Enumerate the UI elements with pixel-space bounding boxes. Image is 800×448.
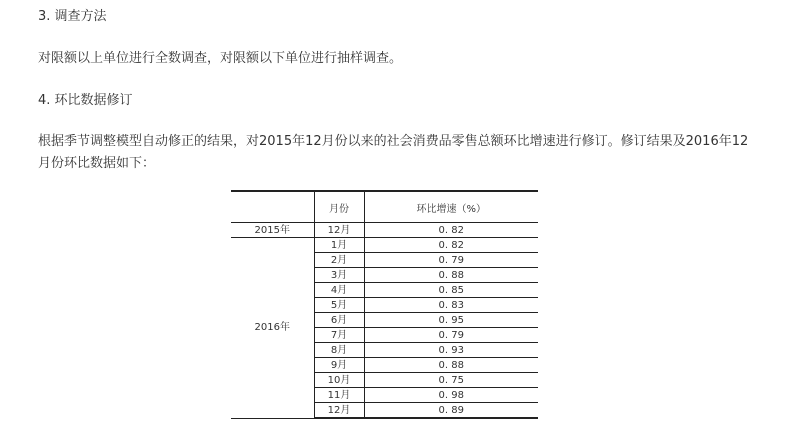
month-cell: 6月 (314, 313, 364, 328)
table-header-row (231, 191, 538, 223)
year-cell: 2015年 (231, 223, 314, 238)
value-cell: 0. 75 (364, 373, 538, 388)
month-cell: 7月 (314, 328, 364, 343)
month-cell: 12月 (314, 223, 364, 238)
section-3-heading: 3. 调查方法 (38, 9, 107, 24)
month-cell: 12月 (314, 403, 364, 419)
value-cell: 0. 98 (364, 388, 538, 403)
month-cell: 1月 (314, 238, 364, 253)
month-cell: 5月 (314, 298, 364, 313)
section-4-heading: 4. 环比数据修订 (38, 93, 133, 108)
value-cell: 0. 85 (364, 283, 538, 298)
month-cell: 10月 (314, 373, 364, 388)
value-cell: 0. 82 (364, 223, 538, 238)
header-month: 月份 (314, 191, 364, 223)
value-cell: 0. 82 (364, 238, 538, 253)
value-cell: 0. 95 (364, 313, 538, 328)
data-table (231, 190, 538, 419)
month-cell: 3月 (314, 268, 364, 283)
value-cell: 0. 93 (364, 343, 538, 358)
header-mom-growth: 环比增速（%） (364, 191, 538, 223)
month-cell: 8月 (314, 343, 364, 358)
value-cell: 0. 89 (364, 403, 538, 419)
month-cell: 4月 (314, 283, 364, 298)
value-cell: 0. 88 (364, 358, 538, 373)
value-cell: 0. 83 (364, 298, 538, 313)
value-cell: 0. 79 (364, 328, 538, 343)
header-year (231, 191, 314, 223)
month-cell: 2月 (314, 253, 364, 268)
value-cell: 0. 88 (364, 268, 538, 283)
table-row (231, 223, 538, 238)
value-cell: 0. 79 (364, 253, 538, 268)
section-3-text: 对限额以上单位进行全数调查，对限额以下单位进行抽样调查。 (38, 51, 403, 66)
month-cell: 9月 (314, 358, 364, 373)
year-cell: 2016年 (231, 238, 314, 419)
section-4-text: 根据季节调整模型自动修正的结果，对2015年12月份以来的社会消费品零售总额环比增速进行修订。修订结果及2016年12月份环比数据如下： (38, 134, 749, 171)
month-cell: 11月 (314, 388, 364, 403)
retail-sales-mom-table (231, 190, 538, 419)
table-row (231, 238, 538, 253)
